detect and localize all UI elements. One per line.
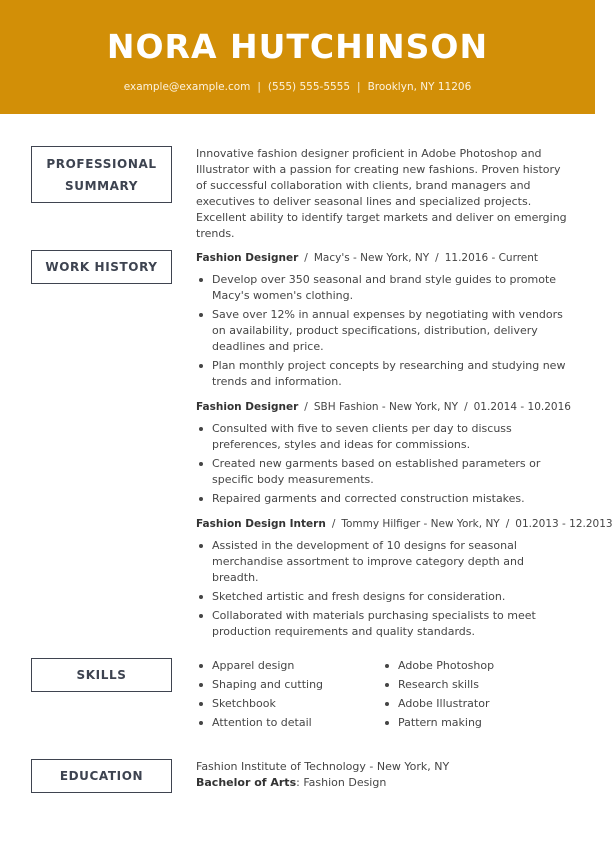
- job-title: Fashion Design Intern: [196, 518, 326, 530]
- job-company: Macy's - New York, NY: [313, 252, 430, 264]
- skill-item: Adobe Photoshop: [382, 656, 568, 675]
- job-bullet: Assisted in the development of 10 designs for seasonal merchandise assortment to improve category depth and breadth.: [196, 538, 568, 586]
- skill-item: Shaping and cutting: [196, 675, 382, 694]
- section-heading-education-label: EDUCATION: [59, 769, 144, 783]
- job-entry: [196, 399, 571, 507]
- skill-item: Sketchbook: [196, 694, 382, 713]
- section-heading-summary-line-2: SUMMARY: [64, 178, 139, 193]
- job-dates: 01.2014 - 10.2016: [473, 401, 571, 413]
- job-bullets: [196, 272, 568, 390]
- job-dates: 11.2016 - Current: [444, 252, 539, 264]
- job-bullet: Consulted with five to seven clients per day to discuss preferences, styles and ideas for commissions.: [196, 421, 568, 453]
- skill-item: Attention to detail: [196, 713, 382, 732]
- job-separator: /: [435, 252, 439, 264]
- job-bullet: Save over 12% in annual expenses by negotiating with vendors on availability, product specifications, distribution, delivery deadlines and price.: [196, 307, 568, 355]
- job-bullet: Repaired garments and corrected construction mistakes.: [196, 491, 568, 507]
- skill-item: Research skills: [382, 675, 568, 694]
- job-title: Fashion Designer: [196, 401, 299, 413]
- job-bullet: Develop over 350 seasonal and brand style guides to promote Macy's women's clothing.: [196, 272, 568, 304]
- job-company: Tommy Hilfiger - New York, NY: [341, 518, 500, 530]
- skill-item: Adobe Illustrator: [382, 694, 568, 713]
- education-block: [196, 759, 568, 791]
- section-heading-work-history-label: WORK HISTORY: [45, 260, 158, 274]
- section-heading-skills-label: SKILLS: [76, 668, 127, 682]
- section-heading-skills: [31, 658, 172, 692]
- job-bullets: [196, 421, 568, 507]
- skills-block: [196, 656, 568, 732]
- job-bullet: Created new garments based on established parameters or specific body measurements.: [196, 456, 568, 488]
- contact-phone: (555) 555-5555: [267, 81, 351, 93]
- resume-header: [0, 0, 595, 114]
- job-separator: /: [464, 401, 468, 413]
- education-degree: Bachelor of Arts: [196, 776, 297, 789]
- job-entry: [196, 516, 613, 640]
- contact-line: [0, 80, 595, 94]
- skill-item: Apparel design: [196, 656, 382, 675]
- contact-separator: |: [257, 81, 261, 93]
- education-school: Fashion Institute of Technology - New York, NY: [196, 760, 450, 773]
- section-heading-summary-line-1: PROFESSIONAL: [46, 156, 157, 171]
- section-heading-summary: [31, 146, 172, 203]
- contact-separator: |: [357, 81, 361, 93]
- job-header: [196, 399, 571, 415]
- section-heading-education: [31, 759, 172, 793]
- contact-location: Brooklyn, NY 11206: [367, 81, 472, 93]
- job-separator: /: [304, 252, 308, 264]
- section-heading-work-history: [31, 250, 172, 284]
- candidate-name: NORA HUTCHINSON: [106, 27, 489, 66]
- job-bullet: Plan monthly project concepts by researching and studying new trends and information.: [196, 358, 568, 390]
- job-company: SBH Fashion - New York, NY: [313, 401, 459, 413]
- job-dates: 01.2013 - 12.2013: [515, 518, 613, 530]
- job-entry: [196, 250, 568, 390]
- job-separator: /: [505, 518, 510, 530]
- job-bullet: Collaborated with materials purchasing specialists to meet production requirements and quality standards.: [196, 608, 568, 640]
- job-title: Fashion Designer: [196, 252, 299, 264]
- job-header: [196, 250, 568, 266]
- summary-block: [196, 146, 568, 242]
- skills-column-left: [196, 656, 382, 732]
- skills-column-right: [382, 656, 568, 732]
- job-bullet: Sketched artistic and fresh designs for consideration.: [196, 589, 568, 605]
- summary-text: Innovative fashion designer proficient in Adobe Photoshop and Illustrator with a passion for creating new fashions. Proven history of successful collaboration with clients, brand managers and executives to deliver seasonal lines and specialized projects. Excellent ability to identify target markets and deliver on emerging trends.: [196, 147, 567, 240]
- work-history-block: [196, 250, 613, 643]
- education-field: : Fashion Design: [296, 776, 387, 789]
- job-separator: /: [331, 518, 336, 530]
- education-degree-line: [196, 775, 568, 791]
- job-separator: /: [304, 401, 308, 413]
- job-header: [196, 516, 613, 532]
- skill-item: Pattern making: [382, 713, 568, 732]
- contact-email: example@example.com: [123, 81, 251, 93]
- job-bullets: [196, 538, 568, 640]
